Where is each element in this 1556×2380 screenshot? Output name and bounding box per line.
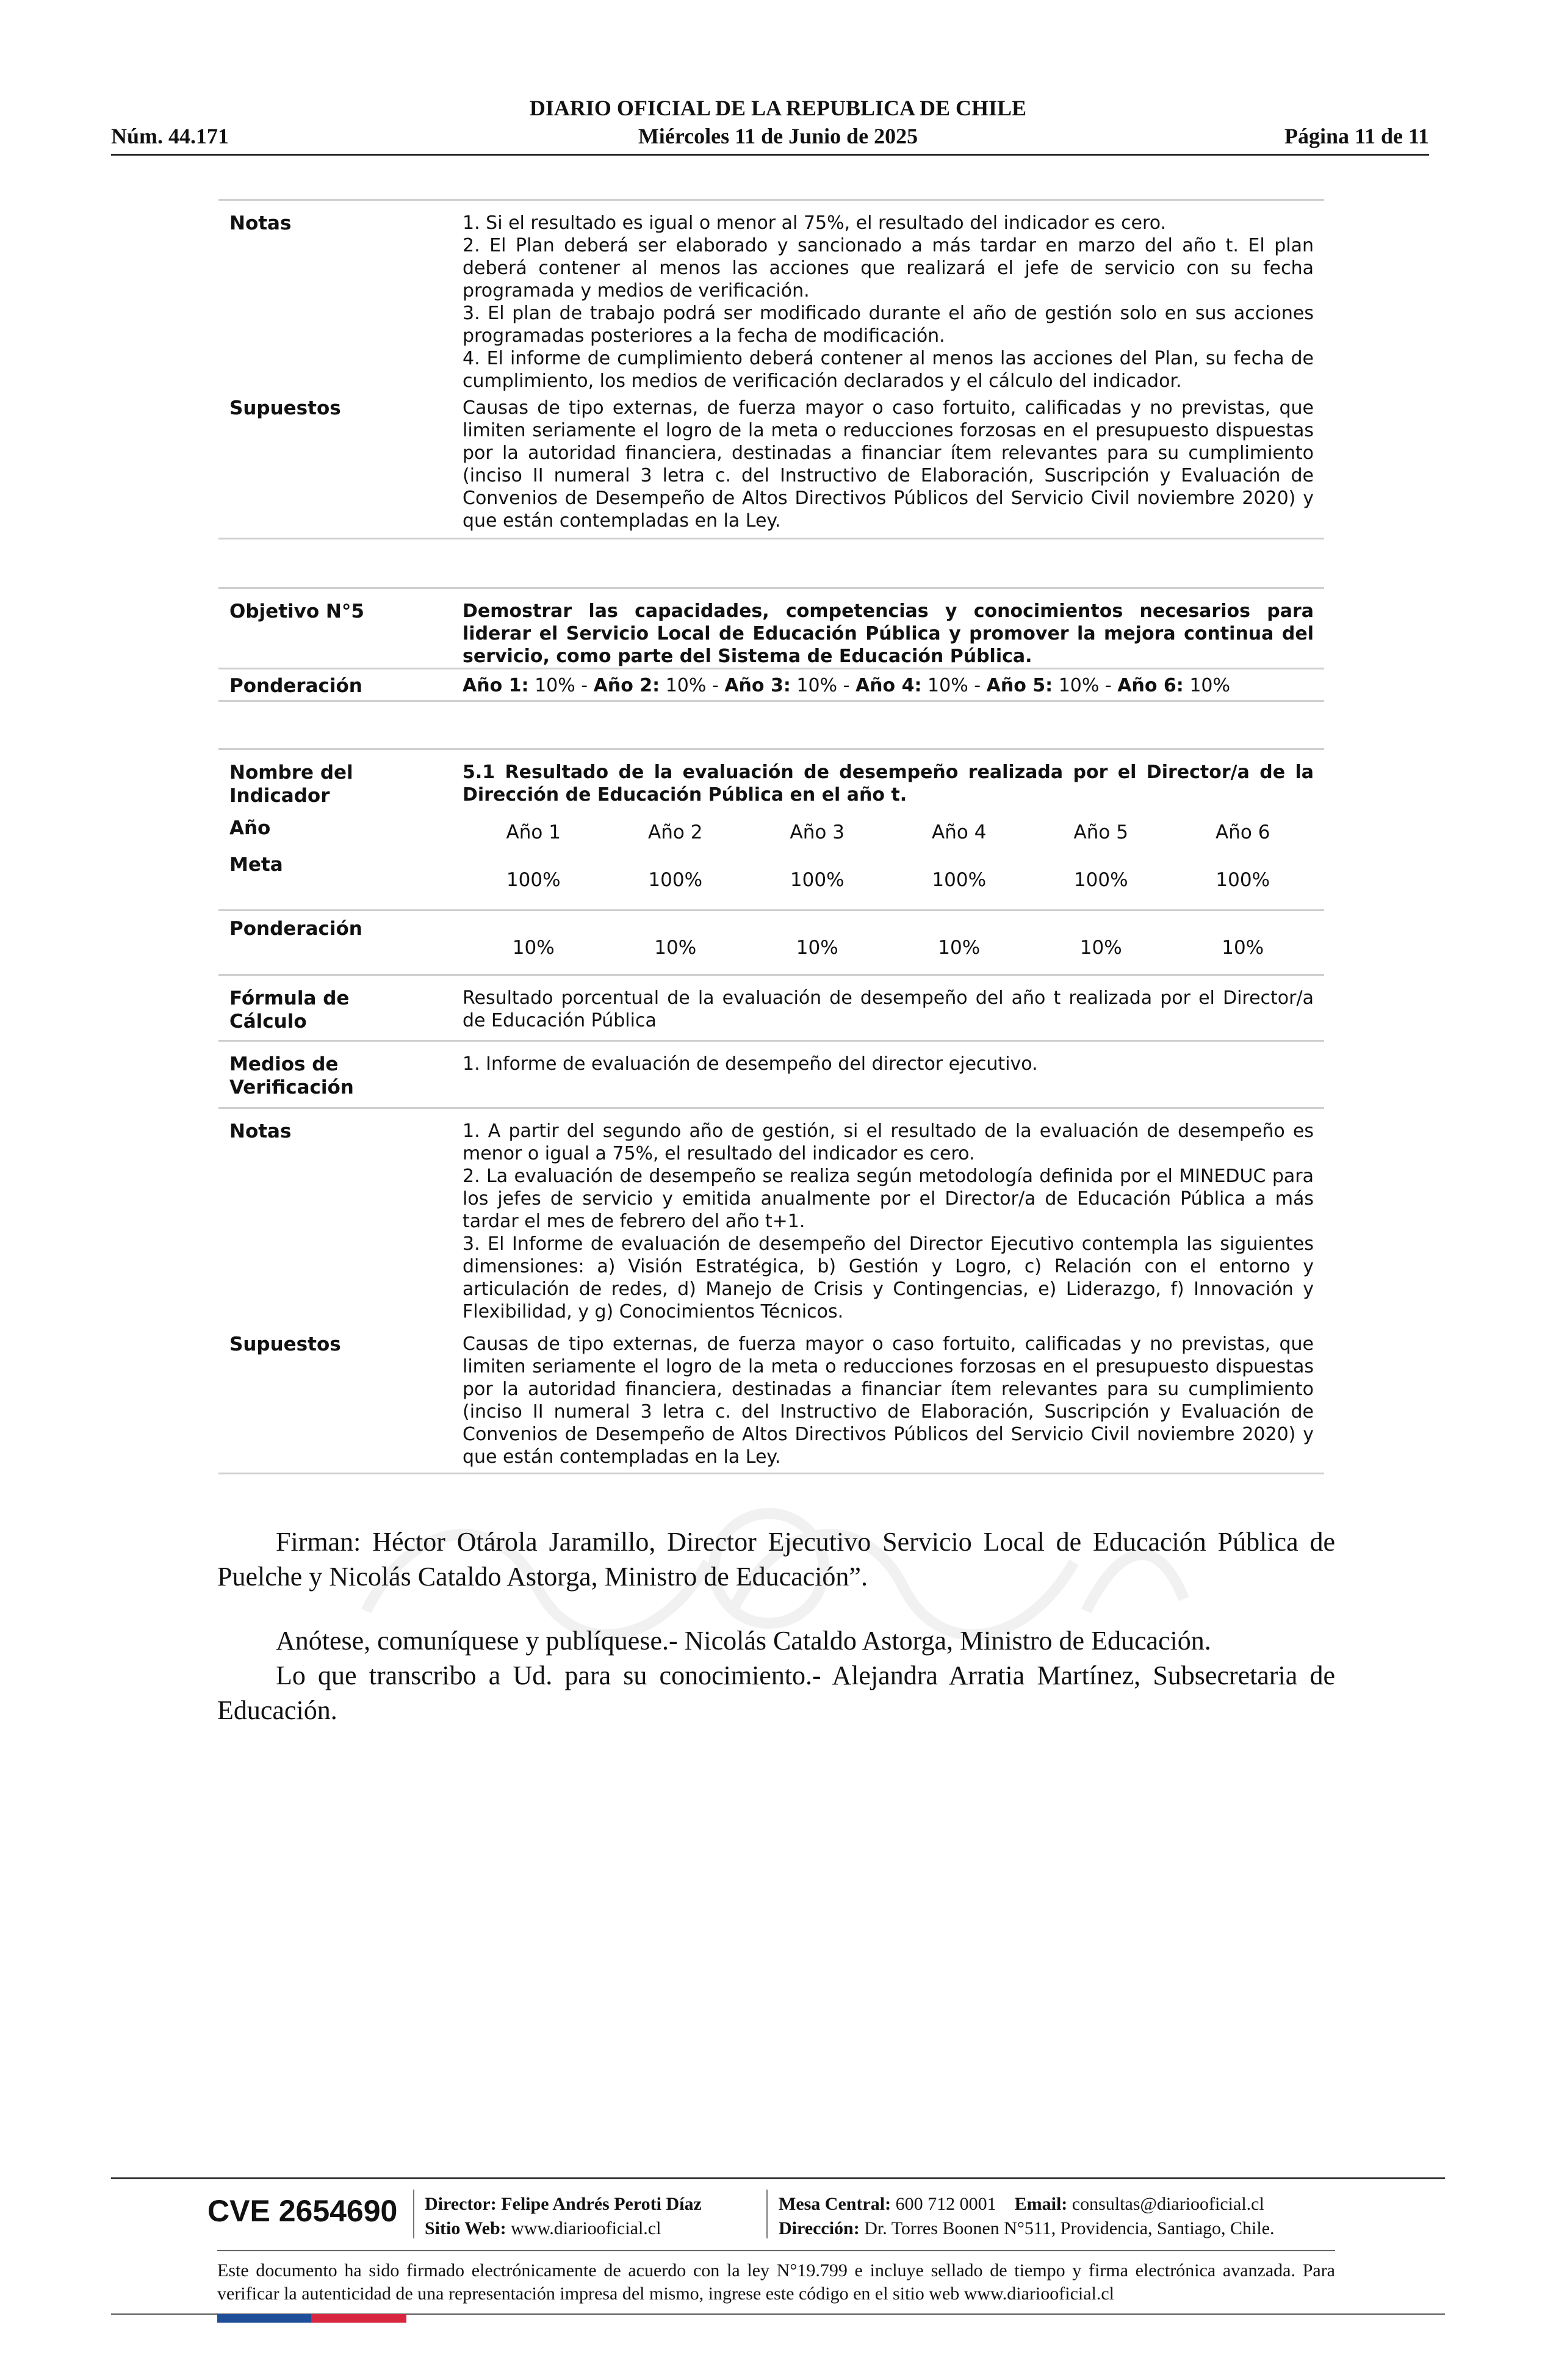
header-rule [111, 154, 1429, 156]
objective-label: Objetivo N°5 [229, 600, 364, 622]
director-label: Director: [425, 2194, 497, 2214]
flag-stripe-blue [217, 2314, 311, 2323]
notas-row [218, 199, 1324, 392]
indicator-years-row [218, 814, 1324, 851]
ponderacion-2: 10% [654, 937, 697, 959]
weight-year-6: Año 6: [1117, 675, 1184, 696]
nota-1: 1. Si el resultado es igual o menor al 75%, el resultado del indicador es cero. [463, 212, 1167, 234]
meta-5: 100% [1073, 869, 1128, 891]
meta-2: 100% [648, 869, 703, 891]
notas-text [463, 212, 1314, 392]
medios-label: Medios de Verificación [229, 1053, 354, 1098]
year-5: Año 5 [1073, 821, 1128, 843]
email-label: Email: [1014, 2194, 1068, 2214]
notas-label: Notas [229, 212, 292, 234]
weight-year-3: Año 3: [724, 675, 791, 696]
indicator-supuestos-text: Causas de tipo externas, de fuerza mayor o caso fortuito, calificadas y no previstas, que limiten seriamente el logro de la meta o reducciones forzosas en el presupuesto dispuestas por la autoridad financiera, destinadas a financiar ítem relevantes para su cumplimiento (inciso II numeral 3 letra c. del Instructivo de Elaboración, Suscripción y Evaluación de Convenios de Desempeño de Altos Directivos Públicos del Servicio Civil noviembre 2020) y que están contempladas en la Ley. [463, 1333, 1314, 1468]
footer-rule-mid [217, 2250, 1335, 2251]
indicator-notas-text [463, 1120, 1314, 1323]
nota-4: 4. El informe de cumplimiento deberá contener al menos las acciones del Plan, su fecha de cumplimiento, los medios de verificación declarados y el cálculo del indicador. [463, 348, 1314, 392]
footer-separator [766, 2190, 768, 2238]
indicator-supuestos-label: Supuestos [229, 1333, 341, 1355]
weight-value-1: 10% [535, 675, 575, 696]
objective-text: Demostrar las capacidades, competencias y conocimientos necesarios para liderar el Servicio Local de Educación Pública y promover la mejora continua del servicio, como parte del Sistema de Educación Pública. [463, 600, 1314, 667]
weight-sep: - [837, 675, 855, 696]
footer-rule-top [111, 2177, 1445, 2179]
indicator-weight-row [218, 909, 1324, 974]
ponderacion-5: 10% [1079, 937, 1122, 959]
weight-sep: - [706, 675, 725, 696]
indicator-nota-2: 2. La evaluación de desempeño se realiza según metodología definida por el MINEDUC para los jefes de servicio y emitida anualmente por el Director/a de Educación Pública a más tardar el mes de febrero del año t+1. [463, 1166, 1314, 1232]
weight-value-6: 10% [1189, 675, 1231, 696]
weight-sep: - [575, 675, 594, 696]
meta-label: Meta [229, 854, 283, 876]
meta-6: 100% [1216, 869, 1270, 891]
weight-sep: - [1099, 675, 1118, 696]
supuestos-label: Supuestos [229, 397, 341, 419]
weight-year-2: Año 2: [593, 675, 660, 696]
footer-contact [779, 2192, 1275, 2241]
formula-label: Fórmula de Cálculo [229, 987, 350, 1033]
indicator-nota-1: 1. A partir del segundo año de gestión, si el resultado de la evaluación de desempeño es menor o igual a 75%, el resultado del indicador es cero. [463, 1120, 1314, 1164]
medios-row [218, 1040, 1324, 1107]
ponderacion-4: 10% [938, 937, 981, 959]
indicator-name-label: Nombre del Indicador [229, 762, 353, 807]
flag-stripe-red [311, 2314, 406, 2323]
meta-1: 100% [506, 869, 561, 891]
ponderacion-3: 10% [796, 937, 838, 959]
objective-weights [463, 674, 1314, 697]
objective-row [218, 587, 1324, 668]
issue-date: Miércoles 11 de Junio de 2025 [638, 124, 918, 148]
anotese-paragraph: Anótese, comuníquese y publíquese.- Nicolás Cataldo Astorga, Ministro de Educación. [276, 1626, 1211, 1656]
supuestos-text: Causas de tipo externas, de fuerza mayor o caso fortuito, calificadas y no previstas, que limiten seriamente el logro de la meta o reducciones forzosas en el presupuesto dispuestas por la autoridad financiera, destinadas a financiar ítem relevantes para su cumplimiento (inciso II numeral 3 letra c. del Instructivo de Elaboración, Suscripción y Evaluación de Convenios de Desempeño de Altos Directivos Públicos del Servicio Civil noviembre 2020) y que están contempladas en la Ley. [463, 397, 1314, 532]
weight-year-5: Año 5: [986, 675, 1053, 696]
indicator-supuestos-row [218, 1328, 1324, 1474]
weight-sep: - [968, 675, 987, 696]
footer-separator [413, 2190, 414, 2238]
issue-number: Núm. 44.171 [111, 124, 229, 148]
meta-3: 100% [790, 869, 845, 891]
year-headers [463, 821, 1314, 843]
direccion-text: Dr. Torres Boonen N°511, Providencia, Santiago, Chile. [864, 2218, 1275, 2238]
ponderacion-label: Ponderación [229, 918, 362, 940]
indicator-table [218, 748, 1324, 1474]
objective-table [218, 587, 1324, 702]
indicator-nota-3: 3. El Informe de evaluación de desempeño del Director Ejecutivo contempla las siguientes dimensiones: a) Visión Estratégica, b) Gestión y Logro, c) Relación con el entorno y articulación de redes, d) Manejo de Crisis y Contingencias, e) Liderazgo, f) Innovación y Flexibilidad, y g) Conocimientos Técnicos. [463, 1233, 1314, 1322]
objective-weight-row [218, 668, 1324, 702]
objective-weight-label: Ponderación [229, 675, 362, 697]
indicator-notas-label: Notas [229, 1120, 292, 1142]
web-link[interactable]: www.diariooficial.cl [511, 2218, 661, 2238]
newspaper-title: DIARIO OFICIAL DE LA REPUBLICA DE CHILE [529, 96, 1027, 120]
email-link[interactable]: consultas@diariooficial.cl [1072, 2194, 1264, 2214]
weight-value-4: 10% [927, 675, 968, 696]
year-1: Año 1 [506, 821, 561, 843]
previous-indicator-table [218, 199, 1324, 539]
footer-disclaimer: Este documento ha sido firmado electrónicamente de acuerdo con la ley N°19.799 e incluye sellado de tiempo y firma electrónica avanzada. Para verificar la autenticidad de una representación impresa del mismo, ingrese este código en el sitio web www.diariooficial.cl [217, 2260, 1335, 2304]
weight-value-2: 10% [665, 675, 707, 696]
indicator-notas-row [218, 1107, 1324, 1328]
firman-paragraph: Firman: Héctor Otárola Jaramillo, Director Ejecutivo Servicio Local de Educación Pública de Puelche y Nicolás Cataldo Astorga, Ministro de Educación”. [217, 1527, 1335, 1592]
cve-code: CVE 2654690 [207, 2194, 398, 2228]
weight-value-5: 10% [1058, 675, 1100, 696]
weight-year-4: Año 4: [855, 675, 922, 696]
indicator-name: 5.1 Resultado de la evaluación de desempeño realizada por el Director/a de la Dirección de Educación Pública en el año t. [463, 762, 1314, 806]
transcribo-paragraph: Lo que transcribo a Ud. para su conocimiento.- Alejandra Arratia Martínez, Subsecretaria de Educación. [217, 1661, 1335, 1725]
ponderacion-values [463, 937, 1314, 959]
direccion-label: Dirección: [779, 2218, 860, 2238]
mesa-label: Mesa Central: [779, 2194, 891, 2214]
year-2: Año 2 [648, 821, 703, 843]
web-label: Sitio Web: [425, 2218, 506, 2238]
director-name: Felipe Andrés Peroti Díaz [501, 2194, 702, 2214]
year-4: Año 4 [932, 821, 987, 843]
page-number: Página 11 de 11 [1284, 124, 1429, 148]
formula-text: Resultado porcentual de la evaluación de desempeño del año t realizada por el Director/a de Educación Pública [463, 987, 1314, 1031]
meta-values [463, 869, 1314, 891]
year-3: Año 3 [790, 821, 845, 843]
medios-text: 1. Informe de evaluación de desempeño del director ejecutivo. [463, 1053, 1038, 1075]
footer-director [425, 2192, 702, 2241]
supuestos-row [218, 388, 1324, 539]
ponderacion-6: 10% [1222, 937, 1264, 959]
closing-text [217, 1524, 1335, 1728]
formula-row [218, 974, 1324, 1040]
meta-4: 100% [932, 869, 987, 891]
indicator-meta-row [218, 851, 1324, 909]
weight-year-1: Año 1: [463, 675, 529, 696]
year-6: Año 6 [1216, 821, 1270, 843]
mesa-phone: 600 712 0001 [895, 2194, 996, 2214]
year-label: Año [229, 817, 271, 839]
nota-2: 2. El Plan deberá ser elaborado y sancionado a más tardar en marzo del año t. El plan deberá contener al menos las acciones que realizará el jefe de servicio con su fecha programada y medios de verificación. [463, 235, 1314, 301]
nota-3: 3. El plan de trabajo podrá ser modificado durante el año de gestión solo en sus acciones programadas posteriores a la fecha de modificación. [463, 303, 1314, 347]
weight-value-3: 10% [796, 675, 838, 696]
indicator-name-row [218, 748, 1324, 814]
ponderacion-1: 10% [512, 937, 555, 959]
